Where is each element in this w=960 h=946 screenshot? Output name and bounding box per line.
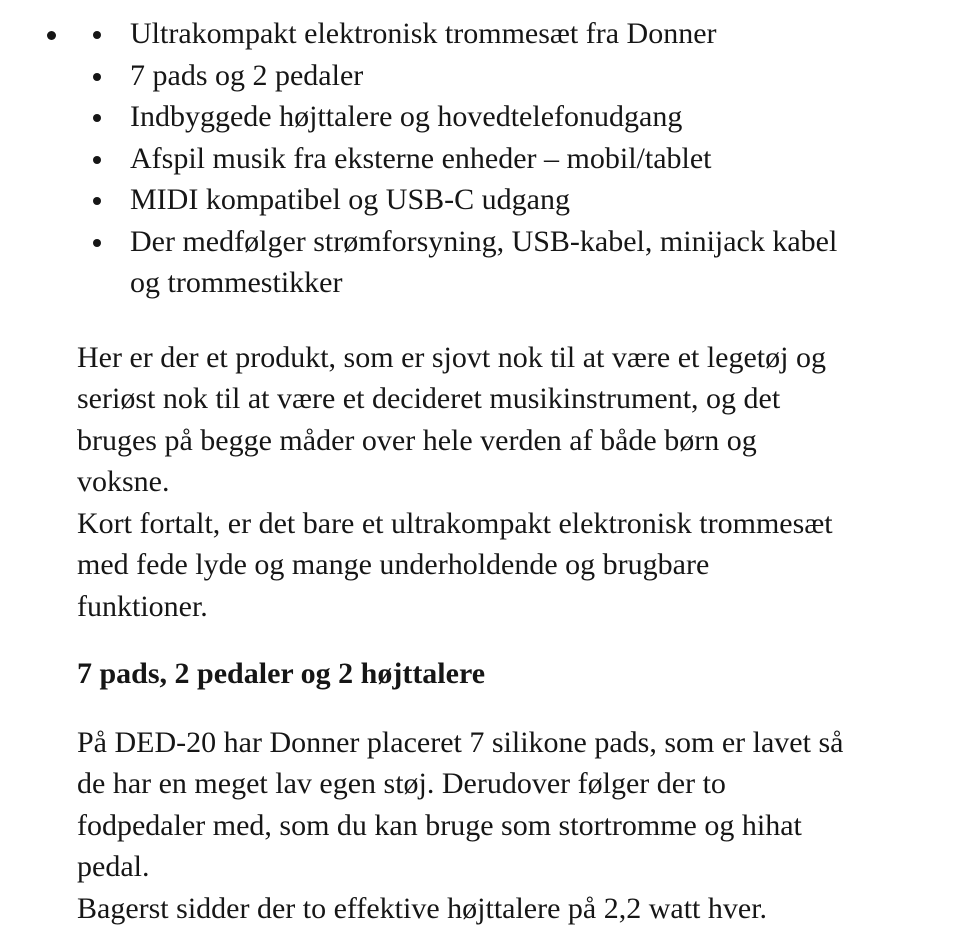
feature-item-text: Der medfølger strømforsyning, USB-kabel, minijack kabel og trommestikker <box>130 224 838 299</box>
bullet-icon <box>93 31 101 39</box>
feature-item <box>0 221 960 304</box>
paragraph-pads-pedals: På DED-20 har Donner placeret 7 silikone pads, som er lavet så de har en meget lav egen støj. Derudover følger der to fodpedaler med, som du kan bruge som stortromme og hihat pedal. <box>77 725 844 883</box>
paragraph-summary: Kort fortalt, er det bare et ultrakompakt elektronisk trommesæt med fede lyde og mange underholdende og brugbare funktioner. <box>77 506 833 623</box>
feature-item <box>0 55 960 97</box>
feature-item-text: Indbyggede højttalere og hovedtelefonudgang <box>130 100 683 133</box>
bullet-icon <box>93 197 101 205</box>
feature-list <box>0 13 960 304</box>
bullet-icon <box>93 114 101 122</box>
feature-item <box>0 138 960 180</box>
feature-item-text: Ultrakompakt elektronisk trommesæt fra Donner <box>130 17 717 50</box>
bullet-icon <box>93 156 101 164</box>
bullet-icon <box>93 239 101 247</box>
paragraph-speakers: Bagerst sidder der to effektive højttalere på 2,2 watt hver. <box>77 891 768 925</box>
feature-item <box>0 179 960 221</box>
feature-item <box>0 96 960 138</box>
bullet-icon <box>93 73 101 81</box>
feature-item-text: Afspil musik fra eksterne enheder – mobil/tablet <box>130 141 712 175</box>
feature-item-text: MIDI kompatibel og USB-C udgang <box>130 183 570 216</box>
feature-list-items <box>0 13 960 304</box>
paragraph-intro: Her er der et produkt, som er sjovt nok til at være et legetøj og seriøst nok til at være et decideret musikinstrument, og det bruges på begge måder over hele verden af både børn og voksne. <box>77 340 826 498</box>
section-heading: 7 pads, 2 pedaler og 2 højttalere <box>77 657 486 690</box>
feature-item <box>0 13 960 55</box>
feature-item-text: 7 pads og 2 pedaler <box>130 58 364 92</box>
